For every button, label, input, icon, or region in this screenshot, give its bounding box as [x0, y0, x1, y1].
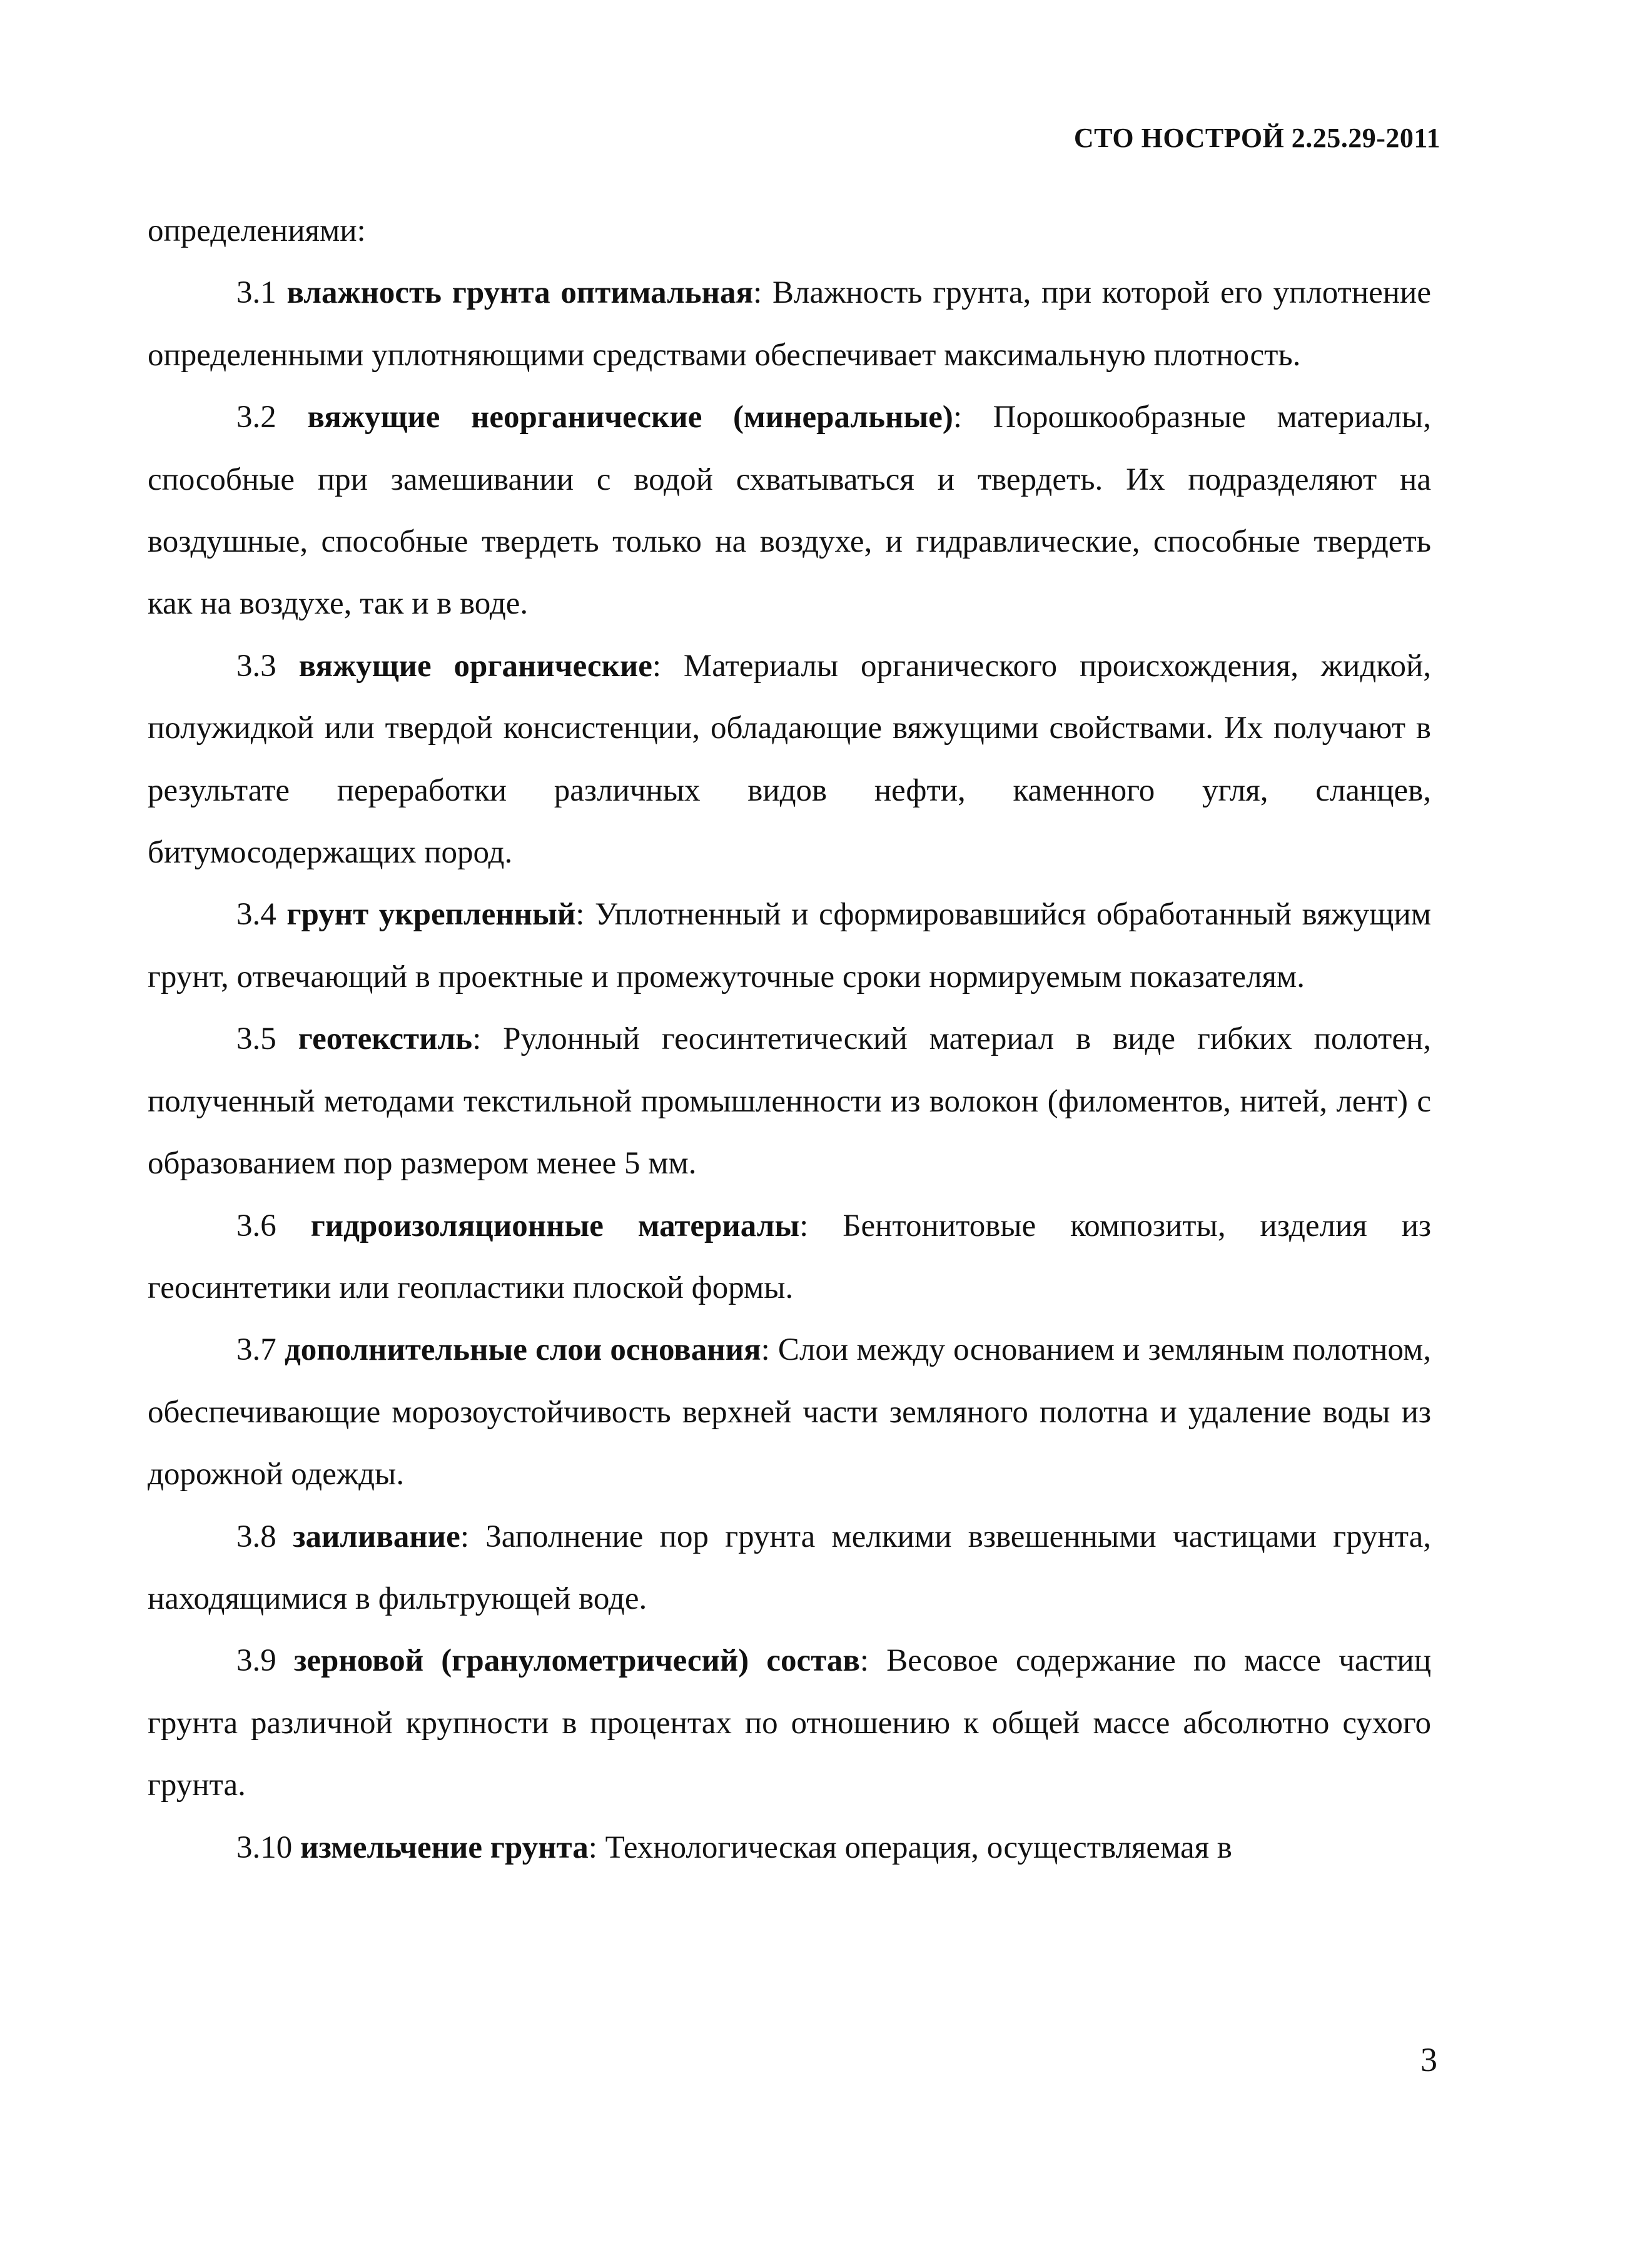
definition-number: 3.8 — [236, 1519, 276, 1554]
definition-number: 3.2 — [236, 400, 276, 435]
definition-term: заиливание — [292, 1519, 460, 1554]
definition-3-8 — [148, 1506, 1431, 1631]
definition-number: 3.6 — [236, 1208, 276, 1243]
definition-number: 3.5 — [236, 1021, 276, 1057]
definition-text: : Материалы органического происхождения, жидкой, полужидкой или твердой консистенции, обладающие вяжущими свойствами. Их получают в результате переработки различных видов нефти, каменного угля, сланцев, битумосодержащих пород. — [148, 648, 1432, 871]
definition-3-1 — [148, 262, 1431, 387]
definition-text: : Заполнение пор грунта мелкими взвешенными частицами грунта, находящимися в фильтрующей воде. — [148, 1519, 1431, 1616]
document-code-header: СТО НОСТРОЙ 2.25.29-2011 — [1073, 123, 1440, 153]
definition-3-10 — [148, 1817, 1431, 1879]
definition-number: 3.3 — [236, 648, 276, 684]
definition-term: вяжущие неорганические (минеральные) — [307, 400, 953, 435]
definition-term: гидроизоляционные материалы — [310, 1208, 800, 1243]
definition-text: : Бентонитовые композиты, изделия из геосинтетики или геопластики плоской формы. — [148, 1208, 1432, 1305]
intro-line: определениями: — [148, 213, 366, 248]
definition-3-6 — [148, 1195, 1431, 1320]
definition-text: : Технологическая операция, осуществляемая в — [588, 1830, 1232, 1865]
definition-number: 3.10 — [236, 1830, 293, 1865]
definition-text: : Влажность грунта, при которой его уплотнение определенными уплотняющими средствами обеспечивает максимальную плотность. — [148, 275, 1431, 373]
definition-text: : Порошкообразные материалы, способные при замешивании с водой схватываться и твердеть. Их подразделяют на воздушные, способные твердеть только на воздухе, и гидравлические, способные твердеть как на воздухе, так и в воде. — [148, 400, 1431, 622]
definition-3-4 — [148, 884, 1431, 1008]
definition-number: 3.9 — [236, 1643, 276, 1679]
definition-3-3 — [148, 635, 1431, 884]
definition-term: зерновой (гранулометричесий) состав — [293, 1643, 860, 1679]
definition-3-5 — [148, 1008, 1431, 1195]
definition-3-2 — [148, 387, 1431, 635]
definition-number: 3.7 — [236, 1332, 276, 1368]
definition-number: 3.1 — [236, 275, 276, 311]
definition-term: измельчение грунта — [300, 1830, 589, 1865]
definition-3-7 — [148, 1319, 1431, 1506]
definition-text: : Уплотненный и сформировавшийся обработанный вяжущим грунт, отвечающий в проектные и промежуточные сроки нормируемым показателям. — [148, 897, 1432, 995]
definition-3-9 — [148, 1630, 1431, 1816]
definition-text: : Слои между основанием и земляным полотном, обеспечивающие морозоустойчивость верхней части земляного полотна и удаление воды из дорожной одежды. — [148, 1332, 1432, 1492]
definition-term: дополнительные слои основания — [284, 1332, 761, 1368]
definition-term: влажность грунта оптимальная — [286, 275, 754, 311]
definition-text: : Весовое содержание по массе частиц грунта различной крупности в процентах по отношению к общей массе абсолютно сухого грунта. — [148, 1643, 1431, 1803]
definition-term: вяжущие органические — [298, 648, 652, 684]
document-body — [148, 200, 1431, 1879]
definition-term: грунт укрепленный — [286, 897, 576, 933]
definition-term: геотекстиль — [298, 1021, 473, 1057]
definition-text: : Рулонный геосинтетический материал в виде гибких полотен, полученный методами текстильной промышленности из волокон (филоментов, нитей, лент) с образованием пор размером менее 5 мм. — [148, 1021, 1431, 1182]
page-number: 3 — [1420, 2041, 1437, 2078]
definition-number: 3.4 — [236, 897, 276, 933]
